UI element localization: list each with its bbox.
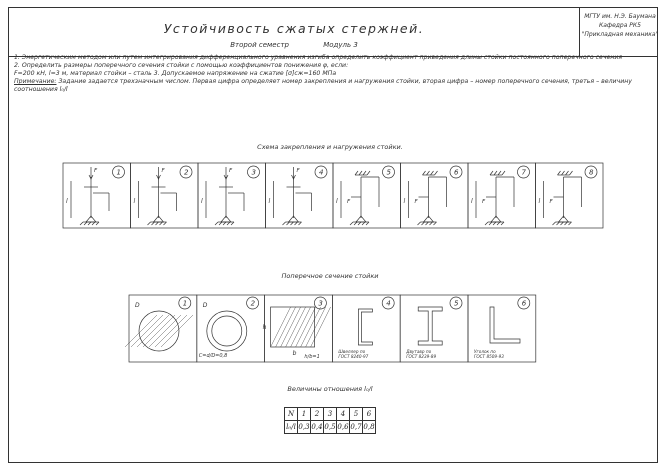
ground-hatch bbox=[569, 222, 572, 225]
ground-hatch bbox=[215, 222, 218, 225]
module-label: Модуль 3 bbox=[323, 41, 358, 49]
ground-hatch bbox=[80, 222, 83, 225]
ground-hatch bbox=[227, 222, 230, 225]
ratio-cell: 0,7 bbox=[350, 421, 363, 434]
ratio-table-header-n: N bbox=[285, 408, 298, 421]
n-cell: 2 bbox=[311, 408, 324, 421]
scheme-number: 4 bbox=[319, 168, 324, 177]
hatch-line bbox=[161, 315, 193, 347]
ground-hatch bbox=[299, 222, 302, 225]
section-number: 6 bbox=[521, 299, 527, 308]
org-line-2: Кафедра РК5 bbox=[599, 22, 641, 29]
ground-hatch bbox=[160, 222, 163, 225]
top-hatch bbox=[431, 171, 434, 175]
length-label: l bbox=[471, 198, 473, 205]
ground-hatch bbox=[553, 222, 556, 225]
hatch-line bbox=[311, 307, 331, 347]
section-3 bbox=[263, 295, 333, 362]
ground-hatch bbox=[418, 222, 421, 225]
ratio-cell: 0,5 bbox=[324, 421, 337, 434]
top-hatch bbox=[558, 171, 561, 175]
scheme-7 bbox=[468, 163, 536, 228]
ratio-hb-label: h/b=1 bbox=[304, 354, 320, 360]
org-line-1: МГТУ им. Н.Э. Баумана bbox=[584, 13, 656, 20]
ground-hatch bbox=[362, 222, 365, 225]
n-cell: 3 bbox=[324, 408, 337, 421]
scheme-number: 8 bbox=[589, 168, 594, 177]
section-6 bbox=[468, 295, 536, 362]
task-item-2: 2. Определить размеры поперечного сечения стойки с помощью коэффициентов понижения φ, если: bbox=[14, 62, 349, 70]
ground-hatch bbox=[148, 222, 151, 225]
ground-hatch bbox=[219, 222, 222, 225]
length-label: l bbox=[66, 198, 68, 205]
org-line-3: "Прикладная механика" bbox=[581, 31, 659, 38]
load-label: F bbox=[161, 168, 165, 174]
section-number: 2 bbox=[250, 299, 256, 308]
n-cell: 1 bbox=[298, 408, 311, 421]
hatch-line bbox=[276, 307, 296, 347]
angle-caption-line-1: Уголок по bbox=[474, 349, 496, 354]
ibeam-shape bbox=[418, 307, 442, 345]
ground-hatch bbox=[287, 222, 290, 225]
ratio-table-header-ratio: l₀/l bbox=[285, 421, 298, 434]
top-hatch bbox=[494, 171, 497, 175]
ibeam-caption-line-2: ГОСТ 8239-89 bbox=[406, 354, 437, 359]
hatch-line bbox=[296, 307, 316, 347]
hatch-line bbox=[286, 307, 306, 347]
hatch-line bbox=[125, 315, 157, 347]
ground-hatch bbox=[96, 222, 99, 225]
n-cell: 5 bbox=[350, 408, 363, 421]
ground-hatch bbox=[354, 222, 357, 225]
load-label: F bbox=[94, 168, 98, 174]
n-cell: 6 bbox=[363, 408, 376, 421]
ground-hatch bbox=[561, 222, 564, 225]
section-number: 4 bbox=[386, 299, 391, 308]
angle-shape bbox=[490, 307, 520, 343]
ground-hatch bbox=[422, 222, 425, 225]
ground-hatch bbox=[231, 222, 234, 225]
width-label: b bbox=[292, 350, 297, 357]
ground-hatch bbox=[223, 222, 226, 225]
scheme-4 bbox=[266, 163, 334, 228]
top-hatch bbox=[363, 171, 366, 175]
ground-hatch bbox=[430, 222, 433, 225]
task-item-1: 1. Энергетическим методом или путем интегрирования дифференциального уравнения изгиба определить коэффициент приведения длины стойки постоянного поперечного сечения bbox=[14, 54, 623, 61]
scheme-6 bbox=[401, 163, 469, 228]
ratio-cell: 0,6 bbox=[337, 421, 350, 434]
ground-hatch bbox=[156, 222, 159, 225]
load-label: F bbox=[549, 199, 553, 205]
scheme-1 bbox=[63, 163, 131, 228]
top-hatch bbox=[498, 171, 501, 175]
length-label: l bbox=[538, 198, 541, 205]
length-label: l bbox=[403, 198, 406, 205]
hatch-line bbox=[149, 315, 181, 347]
ratio-cell: 0,3 bbox=[298, 421, 311, 434]
ratio-table bbox=[284, 407, 376, 434]
ground-hatch bbox=[283, 222, 286, 225]
ratio-caption: Величины отношения l₀/l bbox=[287, 385, 373, 393]
top-hatch bbox=[435, 171, 438, 175]
length-label: l bbox=[336, 198, 338, 205]
ibeam-caption-line-1: Двутавр по bbox=[406, 349, 432, 354]
diameter-label: D bbox=[135, 302, 140, 309]
hatch-line bbox=[301, 307, 321, 347]
load-label: F bbox=[296, 168, 300, 174]
ground-hatch bbox=[485, 222, 488, 225]
ground-hatch bbox=[493, 222, 496, 225]
section-1 bbox=[125, 295, 197, 362]
section-number: 5 bbox=[454, 299, 459, 308]
channel-shape bbox=[358, 309, 372, 345]
ratio-c-label: C=d/D=0,8 bbox=[198, 353, 228, 359]
sections-caption: Поперечное сечение стойки bbox=[281, 272, 379, 280]
section-5 bbox=[400, 295, 468, 362]
scheme-number: 1 bbox=[116, 168, 121, 177]
ground-hatch bbox=[152, 222, 155, 225]
top-hatch bbox=[490, 171, 493, 175]
load-label: F bbox=[414, 199, 418, 205]
section-2 bbox=[197, 295, 265, 362]
load-label: F bbox=[482, 199, 486, 205]
ground-hatch bbox=[426, 222, 429, 225]
height-label: h bbox=[262, 324, 267, 331]
load-label: F bbox=[347, 199, 351, 205]
top-hatch bbox=[359, 171, 362, 175]
scheme-5 bbox=[333, 163, 401, 228]
task-item-3: F=200 кН, l=3 м, материал стойки – сталь 3. Допускаемое напряжение на сжатие [σ]сж=160 МПа bbox=[14, 70, 337, 78]
ground-hatch bbox=[557, 222, 560, 225]
angle-caption-line-2: ГОСТ 8509-93 bbox=[474, 354, 504, 359]
top-hatch bbox=[566, 171, 569, 175]
section-4 bbox=[332, 295, 400, 362]
top-hatch bbox=[427, 171, 430, 175]
hatch-line bbox=[131, 315, 163, 347]
outer-circle bbox=[207, 311, 247, 351]
length-label: l bbox=[201, 198, 203, 205]
ground-hatch bbox=[358, 222, 361, 225]
ratio-table-row-n bbox=[285, 408, 376, 421]
inner-circle bbox=[212, 316, 242, 346]
scheme-number: 2 bbox=[184, 168, 189, 177]
ground-hatch bbox=[92, 222, 95, 225]
hatch-line bbox=[306, 307, 326, 347]
scheme-number: 6 bbox=[454, 168, 459, 177]
hatch-line bbox=[137, 315, 169, 347]
semester-label: Второй семестр bbox=[230, 41, 289, 49]
top-hatch bbox=[570, 171, 573, 175]
page-title: Устойчивость сжатых стержней. bbox=[163, 21, 425, 36]
note-label: Примечание: bbox=[14, 78, 57, 86]
scheme-number: 3 bbox=[251, 168, 256, 177]
n-cell: 4 bbox=[337, 408, 350, 421]
scheme-row bbox=[63, 163, 603, 228]
hatch-line bbox=[143, 315, 175, 347]
channel-caption-line-2: ГОСТ 8240-97 bbox=[338, 354, 369, 359]
ratio-cell: 0,8 bbox=[363, 421, 376, 434]
ratio-table-row-values bbox=[285, 421, 376, 434]
ground-hatch bbox=[501, 222, 504, 225]
top-hatch bbox=[502, 171, 505, 175]
ground-hatch bbox=[84, 222, 87, 225]
scheme-3 bbox=[198, 163, 266, 228]
load-label: F bbox=[229, 168, 233, 174]
ground-hatch bbox=[291, 222, 294, 225]
scheme-2 bbox=[131, 163, 199, 228]
section-row bbox=[125, 295, 536, 362]
ground-hatch bbox=[434, 222, 437, 225]
top-hatch bbox=[423, 171, 426, 175]
hatch-line bbox=[291, 307, 311, 347]
ground-hatch bbox=[350, 222, 353, 225]
diameter-label: D bbox=[202, 302, 208, 309]
top-hatch bbox=[367, 171, 370, 175]
hatch-line bbox=[281, 307, 301, 347]
scheme-8 bbox=[536, 163, 604, 228]
scheme-caption: Схема закрепления и нагружения стойки. bbox=[257, 143, 403, 151]
hatch-line bbox=[155, 315, 187, 347]
ground-hatch bbox=[366, 222, 369, 225]
section-number: 1 bbox=[182, 299, 188, 308]
ratio-cell: 0,4 bbox=[311, 421, 324, 434]
section-number: 3 bbox=[318, 299, 323, 308]
ground-hatch bbox=[164, 222, 167, 225]
hatch-line bbox=[271, 307, 291, 347]
length-label: l bbox=[133, 198, 136, 205]
channel-caption-line-1: Швеллер по bbox=[338, 349, 366, 354]
ground-hatch bbox=[295, 222, 298, 225]
ground-hatch bbox=[489, 222, 492, 225]
ground-hatch bbox=[565, 222, 568, 225]
scheme-number: 7 bbox=[521, 168, 526, 177]
scheme-number: 5 bbox=[386, 168, 391, 177]
note-text: Задание задается трехзначным числом. Первая цифра определяет номер закрепления и нагружения стойки, вторая цифра – номер поперечного сечения, третья – величину соотношения l₀/l bbox=[14, 78, 632, 94]
length-label: l bbox=[268, 198, 271, 205]
top-hatch bbox=[562, 171, 565, 175]
ground-hatch bbox=[88, 222, 91, 225]
ground-hatch bbox=[497, 222, 500, 225]
top-hatch bbox=[355, 171, 358, 175]
